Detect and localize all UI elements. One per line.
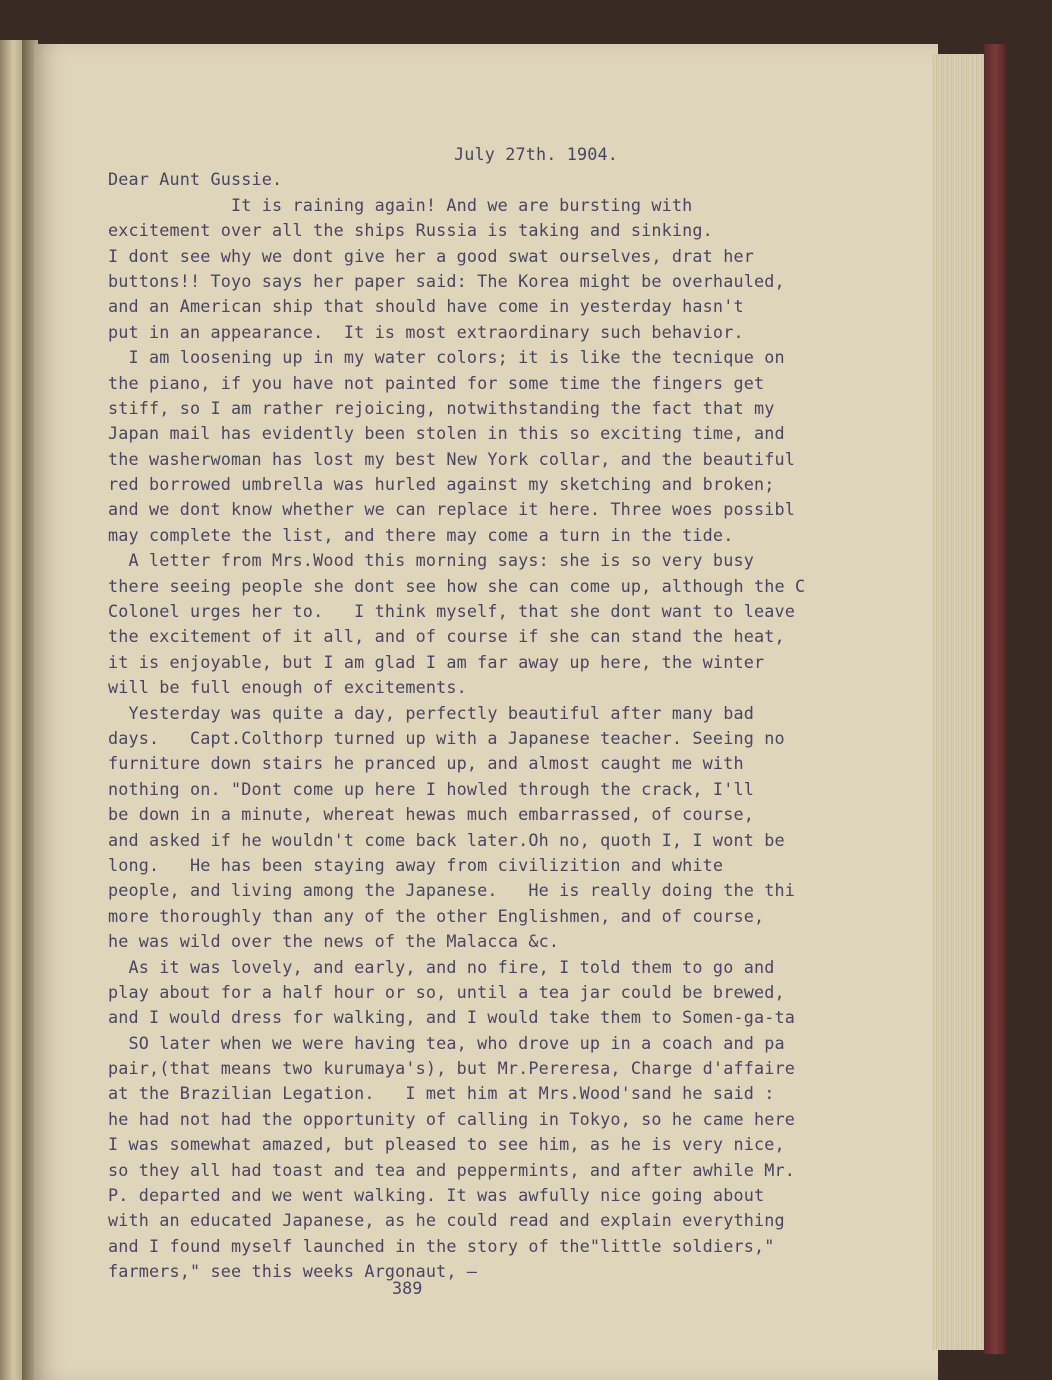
letter-line: he had not had the opportunity of calling in Tokyo, so he came here xyxy=(108,1108,795,1129)
letter-line: As it was lovely, and early, and no fire, I told them to go and xyxy=(108,956,775,977)
letter-line: so they all had toast and tea and peppermints, and after awhile Mr. xyxy=(108,1159,795,1180)
letter-line: red borrowed umbrella was hurled against my sketching and broken; xyxy=(108,474,775,495)
letter-line: play about for a half hour or so, until a tea jar could be brewed, xyxy=(108,981,785,1002)
typed-letter xyxy=(108,142,928,1285)
letter-line: and asked if he wouldn't come back later.Oh no, quoth I, I wont be xyxy=(108,829,785,850)
letter-line: furniture down stairs he pranced up, and almost caught me with xyxy=(108,753,744,774)
letter-line: buttons!! Toyo says her paper said: The Korea might be overhauled, xyxy=(108,270,785,291)
letter-date: July 27th. 1904. xyxy=(454,144,619,164)
letter-line: farmers," see this weeks Argonaut, — xyxy=(108,1261,478,1282)
letter-line: will be full enough of excitements. xyxy=(108,677,467,698)
letter-line: excitement over all the ships Russia is taking and sinking. xyxy=(108,220,713,241)
letter-line: with an educated Japanese, as he could read and explain everything xyxy=(108,1210,785,1231)
letter-line: and we dont know whether we can replace it here. Three woes possibl xyxy=(108,499,795,520)
letter-line: the piano, if you have not painted for some time the fingers get xyxy=(108,372,765,393)
letter-line: may complete the list, and there may come a turn in the tide. xyxy=(108,524,734,545)
letter-line: nothing on. "Dont come up here I howled through the crack, I'll xyxy=(108,778,754,799)
letter-line: Colonel urges her to. I think myself, that she dont want to leave xyxy=(108,601,795,622)
letter-line: I am loosening up in my water colors; it is like the tecnique on xyxy=(108,347,785,368)
book-cover-edge xyxy=(984,44,1008,1354)
letter-line: and an American ship that should have come in yesterday hasn't xyxy=(108,296,744,317)
letter-line: I was somewhat amazed, but pleased to see him, as he is very nice, xyxy=(108,1134,785,1155)
letter-line: be down in a minute, whereat hewas much embarrassed, of course, xyxy=(108,804,754,825)
letter-line: It is raining again! And we are bursting with xyxy=(108,194,693,215)
letter-line: put in an appearance. It is most extraordinary such behavior. xyxy=(108,321,744,342)
letter-line: the excitement of it all, and of course if she can stand the heat, xyxy=(108,626,785,647)
stacked-page-edges xyxy=(932,54,988,1350)
letter-line: more thoroughly than any of the other Englishmen, and of course, xyxy=(108,905,765,926)
letter-line: he was wild over the news of the Malacca &c. xyxy=(108,931,560,952)
letter-line: and I would dress for walking, and I would take them to Somen-ga-ta xyxy=(108,1007,795,1028)
letter-line: A letter from Mrs.Wood this morning says: she is so very busy xyxy=(108,550,754,571)
page-number: 389 xyxy=(392,1278,423,1298)
letter-line: there seeing people she dont see how she can come up, although the C xyxy=(108,575,806,596)
previous-page-edge xyxy=(0,40,22,1380)
letter-line: at the Brazilian Legation. I met him at Mrs.Wood'sand he said : xyxy=(108,1083,775,1104)
letter-line: the washerwoman has lost my best New York collar, and the beautiful xyxy=(108,448,795,469)
letter-line: Japan mail has evidently been stolen in this so exciting time, and xyxy=(108,423,785,444)
letter-line: P. departed and we went walking. It was awfully nice going about xyxy=(108,1185,765,1206)
letter-line: SO later when we were having tea, who drove up in a coach and pa xyxy=(108,1032,785,1053)
letter-line: pair,(that means two kurumaya's), but Mr.Pereresa, Charge d'affaire xyxy=(108,1058,795,1079)
letter-line: people, and living among the Japanese. He is really doing the thi xyxy=(108,880,795,901)
letter-line: it is enjoyable, but I am glad I am far away up here, the winter xyxy=(108,651,765,672)
letter-line: stiff, so I am rather rejoicing, notwithstanding the fact that my xyxy=(108,397,775,418)
letter-line: I dont see why we dont give her a good swat ourselves, drat her xyxy=(108,245,754,266)
letter-body xyxy=(108,193,928,1285)
letter-line: long. He has been staying away from civilizition and white xyxy=(108,854,724,875)
letter-line: Yesterday was quite a day, perfectly beautiful after many bad xyxy=(108,702,754,723)
letter-salutation: Dear Aunt Gussie. xyxy=(108,169,283,190)
letter-line: days. Capt.Colthorp turned up with a Japanese teacher. Seeing no xyxy=(108,727,785,748)
letter-line: and I found myself launched in the story of the"little soldiers," xyxy=(108,1235,775,1256)
